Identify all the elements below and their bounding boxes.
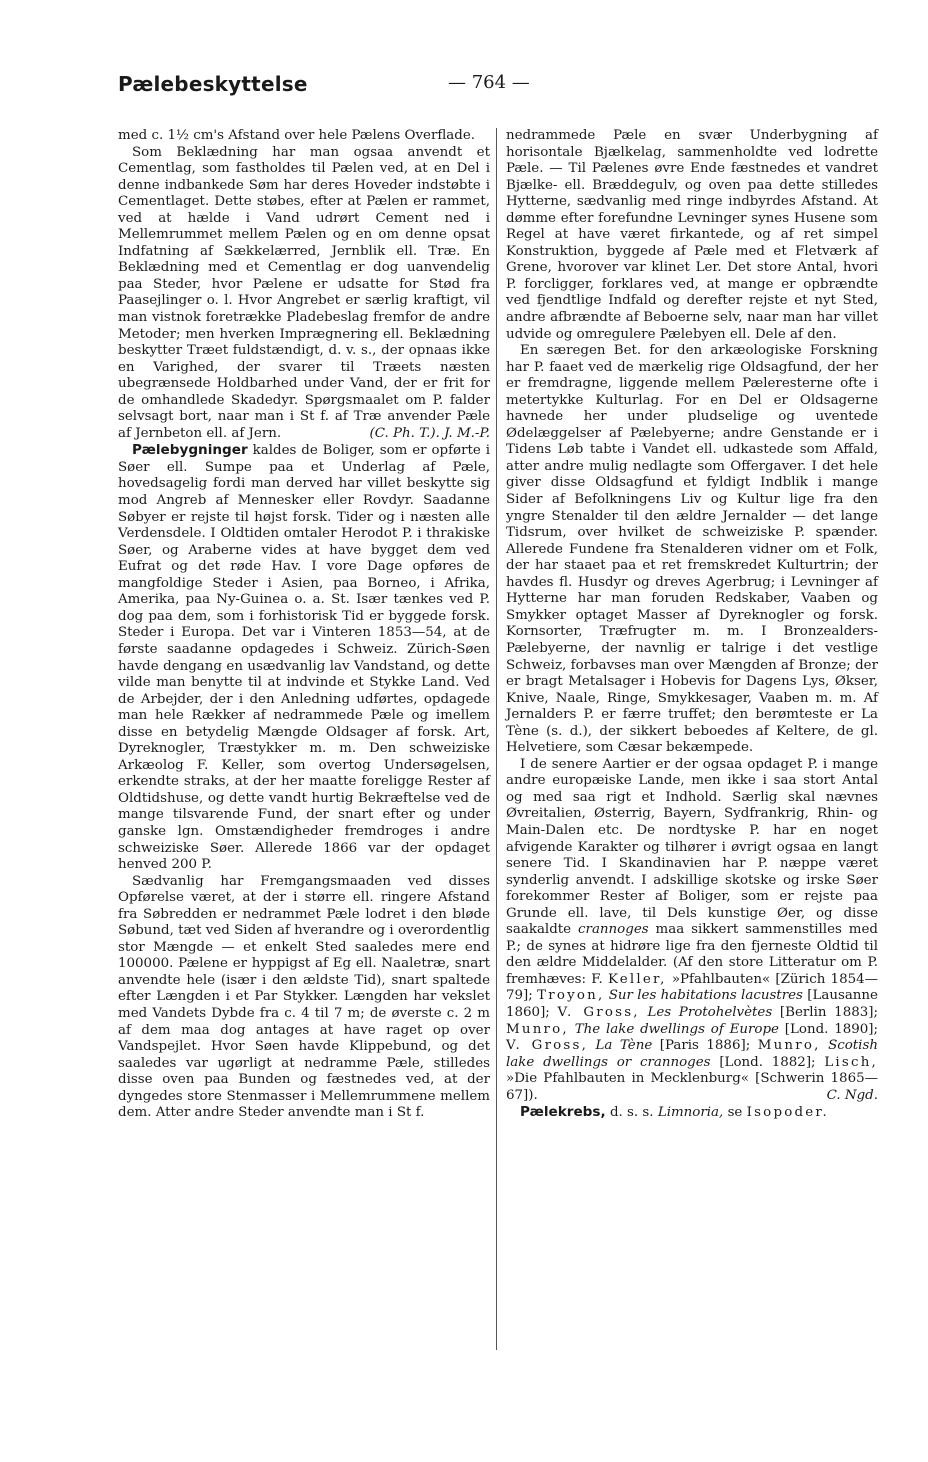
ref-title: The lake dwellings of Europe [574,1021,779,1037]
ref-publication: [Lausanne 1860]; [506,988,878,1020]
ref-publication: [Paris 1886]; [659,1038,751,1054]
entry-headword: Pælekrebs, [520,1104,606,1121]
header-headword: Pælebeskyttelse [118,72,308,96]
term-italic: crannoges [578,922,649,938]
entry-paelekrebs [506,1104,878,1122]
paragraph-literature [506,757,878,1104]
author-signature: (C. Ph. T.). J. M.-P. [369,425,490,441]
ref-publication: [Lond. 1882]; [719,1054,816,1070]
entry-headword: Pælebygninger [132,442,248,459]
left-column [118,128,490,1122]
entry-text: d. s. s. [609,1105,654,1121]
ref-author: V. Gross, [506,1038,589,1054]
paragraph: med c. 1½ cm's Afstand over hele Pælens Overflade. [118,128,476,143]
ref-title: »Die Pfahlbauten in Mecklenburg« [Schwerin 1865—67]). [506,1071,878,1103]
author-signature: C. Ngd. [826,1087,878,1103]
ref-author: V. Gross, [557,1004,640,1020]
term-italic: Limnoria, [657,1105,724,1121]
ref-title: La Tène [595,1038,653,1054]
entry-text: se [727,1105,743,1121]
paragraph-text: I de senere Aartier er der ogsaa opdaget P. i mange andre europæiske Lande, men ikke i saa stort Antal og med saa rigt et Indhold. Særlig skal nævnes Øvreitalien, Østerrig, Bayern, Sydfrankrig, Rhin- og Main-Dalen etc. De nordtyske P. har en noget afvigende Karakter og tilhører i øvrigt ogsaa en langt senere Tid. I Skandinavien har P. næppe været synderlig anvendt. I adskillige skotske og irske Søer forekommer Rester af Boliger, som er rejste paa Grunde ell. lave, til Dels kunstige Øer, og disse saakaldte [506,756,878,938]
paragraph: Sædvanlig har Fremgangsmaaden ved disses Opførelse været, at der i større ell. ringere Afstand fra Søbredden er nedrammet Pæle lodret i den bløde Søbund, tæt ved Siden af hverandre og i overordentlig stor Mængde — et enkelt Sted saaledes mere end 100000. Pælene er hyppigst af Eg ell. Naaletræ, snart anvendte hele (især i den ældste Tid), snart spaltede efter Længden i et Par Stykker. Længden har vekslet med Vandets Dybde fra c. 4 til 7 m; de øverste c. 2 m af dem maa dog antages at have raget op over Vandspejlet. Hvor Søen havde Klippebund, og det saaledes var ugørligt at nedramme Pæle, stilledes disse oven paa Bunden og fæstnedes ved, at der dyngedes store Stenmasser i Mellemrummene mellem dem. Atter andre Steder anvendte man i St f. [118,873,490,1121]
paragraph-text: maa sikkert sammenstilles med P.; de synes at hidrøre lige fra den fjerneste Oldtid til den ældre Middelalder. (Af den store Litteratur om P. fremhæves: F. [506,922,878,987]
entry-paelebygninger [118,442,490,873]
ref-title: Sur les habitations lacustres [608,988,803,1004]
ref-title: Scotish lake dwellings or crannoges [506,1038,878,1070]
ref-title: »Pfahlbauten« [Zürich 1854—79]; [506,971,879,1004]
ref-publication: [Lond. 1890]; [784,1021,879,1037]
ref-title: Les Protohelvètes [647,1004,773,1020]
paragraph: nedrammede Pæle en svær Underbygning af horisontale Bjælkelag, sammenholdte ved lodrette Pæle. — Til Pælenes øvre Ende fæstnedes et vandret Bjælke- ell. Bræddegulv, og oven paa dette stilledes Hytterne, sædvanlig med ringe indbyrdes Afstand. At dømme efter forefundne Levninger synes Husene som Regel at have været firkantede, og af ret simpel Konstruktion, byggede af Pæle med et Fletværk af Grene, hvorover var klinet Ler. Det store Antal, hvori P. forcligger, forklares ved, at mange er opbrændte ved fjendtlige Indfald og derefter rejste et nyt Sted, andre afbrændte af Beboerne selv, naar man har villet udvide og omregulere Pælebyen ell. Dele af den. [506,128,878,342]
entry-text: kaldes de Boliger, som er opførte i Søer ell. Sumpe paa et Underlag af Pæle, hovedsagelig fordi man derved har villet beskytte sig mod Angreb af Mennesker eller Rovdyr. Saadanne Søbyer er rejste til højst forsk. Tider og i næsten alle Verdensdele. I Oldtiden omtaler Herodot P. i thrakiske Søer, og Araberne vides at have bygget dem ved Eufrat og det røde Hav. I vore Dage opføres de mangfoldige Steder i Asien, paa Borneo, i Afrika, Amerika, paa Ny-Guinea o. a. St. Især tænkes ved P. dog paa dem, som i forhistorisk Tid er byggede forsk. Steder i Europa. Det var i Vinteren 1853—54, at de første saadanne opdagedes i Schweiz. Zürich-Søen havde dengang en usædvanlig lav Vandstand, og dette vilde man benytte til at indvinde et Stykke Land. Ved de Arbejder, der i den Anledning udførtes, opdagede man hele Rækker af nedrammede Pæle og imellem disse en betydelig Mængde Oldsager af forsk. Art, Dyreknogler, Træstykker m. m. Den schweiziske Arkæolog F. Keller, som overtog Undersøgelsen, erkendte straks, at der her maatte foreligge Rester af Oldtidshuse, og dette vandt hurtig Bekræftelse ved de mange tilsvarende Fund, der snart efter og under ganske lgn. Omstændigheder fremdroges i andre schweiziske Søer. Allerede 1866 var der opdaget henved 200 P. [118,443,490,873]
ref-author: Keller, [607,971,667,987]
paragraph [118,145,490,443]
ref-author: Lisch, [824,1054,878,1070]
column-divider [496,128,497,1350]
page-number: — 764 — [448,72,530,93]
running-header [118,66,868,102]
paragraph: En særegen Bet. for den arkæologiske Forskning har P. faaet ved de mærkelig rige Oldsagfund, der her er fremdragne, liggende mellem Pæleresterne ofte i metertykke Kulturlag. For en Del er Oldsagerne havnede her under pludselige og uventede Ødelæggelser af Pælebyerne; andre Genstande er i Tidens Løb tabte i Vandet ell. udkastede som Affald, atter andre mulig nedlagte som Offergaver. I det hele giver disse Oldsagfund et fyldigt Indblik i mange Sider af Befolkningens Liv og Kultur lige fra den yngre Stenalder til den ældre Jernalder — det lange Tidsrum, over hvilket de schweiziske P. spænder. Allerede Fundene fra Stenalderen vidner om et Folk, der har staaet paa et ret fremskredet Kulturtrin; der havdes fl. Husdyr og dreves Agerbrug; i Levninger af Hytterne har man foruden Redskaber, Vaaben og Smykker optaget Masser af Dyreknogler og forsk. Kornsorter, Træfrugter m. m. I Bronzealders-Pælebyerne, der navnlig er talrige i det vestlige Schweiz, forbavses man over Mængden af Bronze; der er bragt Metalsager i Hobevis for Dagens Lys, Økser, Knive, Naale, Ringe, Smykkesager, Vaaben m. m. Af Jernalders P. er færre truffet; den berømteste er La Tène (s. d.), der sikkert beboedes af Keltere, de gl. Helvetiere, som Cæsar bekæmpede. [506,343,878,756]
paragraph-text: Som Beklædning har man ogsaa anvendt et Cementlag, som fastholdes til Pælen ved, at en Del i denne indbankede Søm har deres Hoveder indstøbte i Cementlaget. Dette støbes, efter at Pælen er rammet, ved at hælde i Vand udrørt Cement ned i Mellemrummet mellem Pælen og en om denne opsat Indfatning af Sækkelærred, Jernblik ell. Træ. En Beklædning med et Cementlag er dog uanvendelig paa Steder, hvor Pælene er udsatte for Stød fra Paasejlinger o. l. Hvor Angrebet er særlig kraftigt, vil man vistnok foretrække Pladebeslag fremfor de andre Metoder; men hverken Imprægnering ell. Beklædning beskytter Træet fuldstændigt, d. v. s., der opnaas ikke en Varighed, der svarer til Træets næsten ubegrænsede Holdbarhed under Vand, der er frit for de omhandlede Skadedyr. Spørgsmaalet om P. falder selvsagt bort, naar man i St f. af Træ anvender Pæle af Jernbeton ell. af Jern. [118,144,490,441]
right-column [506,128,878,1122]
ref-publication: [Berlin 1883]; [779,1004,878,1020]
cross-reference: Isopoder. [746,1105,829,1121]
ref-author: Munro, [757,1038,821,1054]
ref-author: Munro, [506,1021,569,1037]
ref-author: Troyon, [537,988,605,1004]
